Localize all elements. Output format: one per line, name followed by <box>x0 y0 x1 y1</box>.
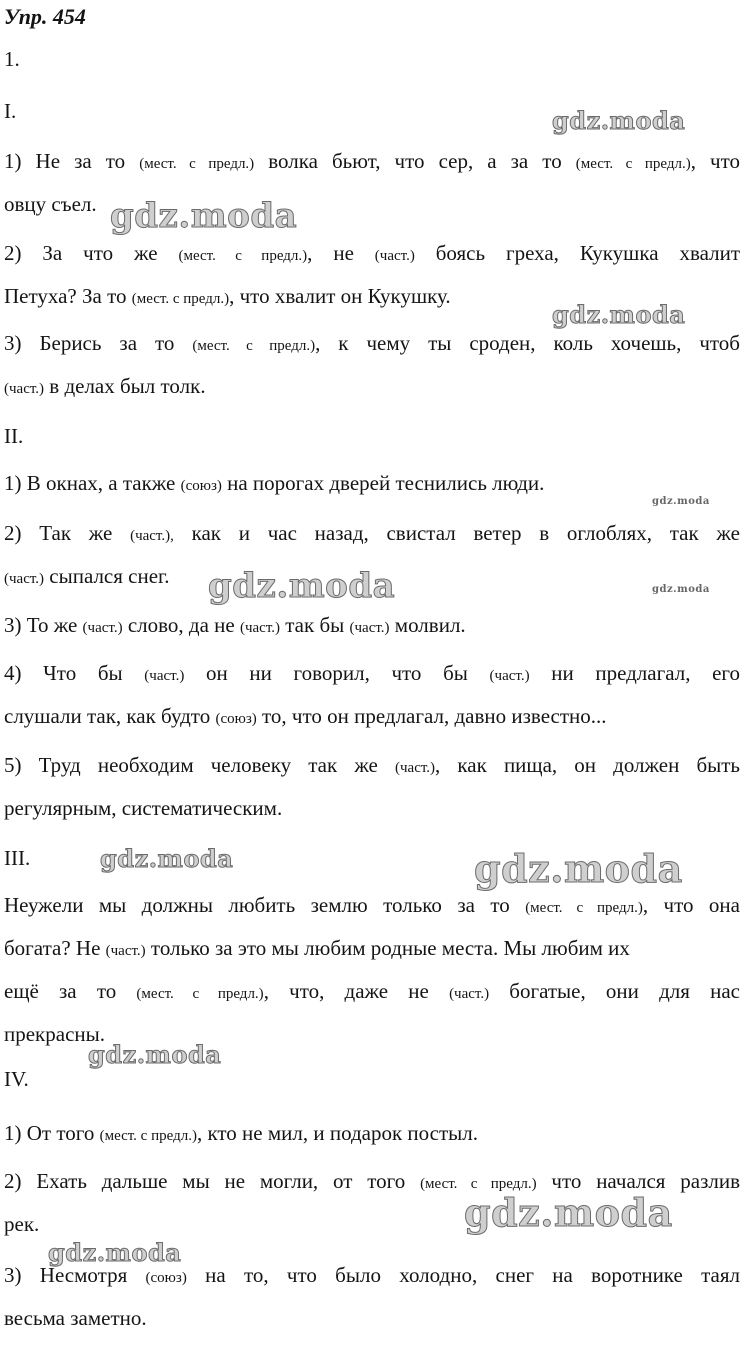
watermark: gdz.moda <box>474 846 683 891</box>
sentence-line: регулярным, систематическим. <box>4 796 283 820</box>
watermark: gdz.moda <box>100 844 234 873</box>
sentence-line: овцу съел. <box>4 192 97 216</box>
watermark: gdz.moda <box>552 300 686 329</box>
sentence-line: 3) Берись за то (мест. с предл.), к чему ты сроден, коль хочешь, чтоб <box>4 331 740 355</box>
sentence-line: слушали так, как будто (союз) то, что он предлагал, давно известно... <box>4 704 607 728</box>
section-heading-3: III. <box>4 846 31 870</box>
watermark: gdz.moda <box>208 566 396 606</box>
watermark: gdz.moda <box>110 196 298 236</box>
sentence-line: рек. <box>4 1212 40 1236</box>
sentence-line: 5) Труд необходим человеку так же (част.), как пища, он должен быть <box>4 753 740 777</box>
sentence-line: богата? Не (част.) только за это мы любим родные места. Мы любим их <box>4 936 630 960</box>
sentence-line: (част.) сыпался снег. <box>4 564 170 588</box>
watermark: gdz.moda <box>48 1238 182 1267</box>
sentence-line: Неужели мы должны любить землю только за то (мест. с предл.), что она <box>4 893 740 917</box>
sentence-line: 1) Не за то (мест. с предл.) волка бьют, что сер, а за то (мест. с предл.), что <box>4 149 741 173</box>
section-heading-4: IV. <box>4 1067 29 1091</box>
sentence-line: ещё за то (мест. с предл.), что, даже не (част.) богатые, они для нас <box>4 979 740 1003</box>
sentence-line: (част.) в делах был толк. <box>4 374 206 398</box>
watermark: gdz.moda <box>652 584 710 595</box>
section-heading-1: I. <box>4 99 17 123</box>
sentence-line: 2) За что же (мест. с предл.), не (част.) боясь греха, Кукушка хвалит <box>4 241 740 265</box>
watermark: gdz.moda <box>552 106 686 135</box>
watermark: gdz.moda <box>464 1190 673 1235</box>
part-number: 1. <box>4 47 20 71</box>
watermark: gdz.moda <box>88 1040 222 1069</box>
watermark: gdz.moda <box>652 496 710 507</box>
sentence-line: прекрасны. <box>4 1022 106 1046</box>
sentence-line: весьма заметно. <box>4 1306 147 1330</box>
exercise-title: Упр. 454 <box>4 4 86 29</box>
sentence-line: 4) Что бы (част.) он ни говорил, что бы (част.) ни предлагал, его <box>4 661 741 685</box>
sentence-line: 3) Несмотря (союз) на то, что было холодно, снег на воротнике таял <box>4 1263 740 1287</box>
sentence-line: 2) Так же (част.), как и час назад, свистал ветер в оглоблях, так же <box>4 521 740 545</box>
sentence-line: 1) От того (мест. с предл.), кто не мил, и подарок постыл. <box>4 1121 479 1145</box>
sentence-line: 3) То же (част.) слово, да не (част.) так бы (част.) молвил. <box>4 613 466 637</box>
sentence-line: 1) В окнах, а также (союз) на порогах дверей теснились люди. <box>4 471 545 495</box>
section-heading-2: II. <box>4 424 24 448</box>
sentence-line: Петуха? За то (мест. с предл.), что хвалит он Кукушку. <box>4 284 451 308</box>
sentence-line: 2) Ехать дальше мы не могли, от того (мест. с предл.) что начался разлив <box>4 1169 741 1193</box>
